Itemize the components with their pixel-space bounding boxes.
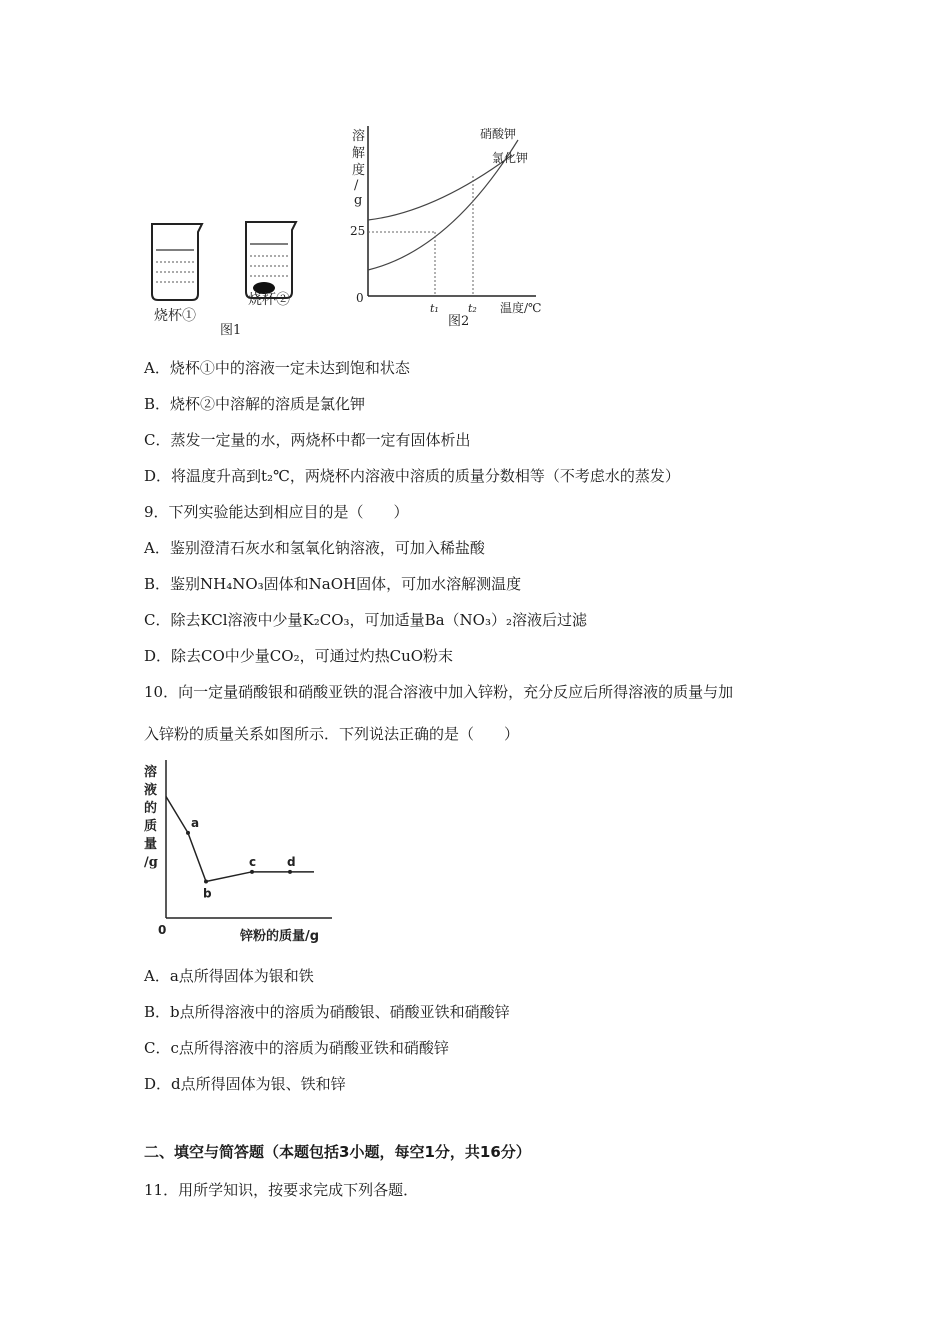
q10-stem-line-1: 10．向一定量硝酸银和硝酸亚铁的混合溶液中加入锌粉，充分反应后所得溶液的质量与加 (144, 683, 734, 701)
ylabel-char: g (354, 193, 363, 208)
chart-marks (166, 796, 314, 900)
y-tick-25: 25 (350, 224, 366, 238)
point-label-c: c (249, 854, 257, 869)
chart-ylabel (144, 764, 158, 870)
point-c (250, 870, 254, 874)
beaker-2-label: 烧杯② (248, 292, 290, 308)
figure-1-beakers (140, 210, 320, 340)
q10-stem-line-2: 入锌粉的质量关系如图所示．下列说法正确的是（ ） (144, 725, 520, 743)
point-label-b: b (203, 886, 212, 901)
beaker-1 (152, 224, 202, 300)
ylabel-char: 解 (352, 146, 366, 161)
q11-stem: 11．用所学知识，按要求完成下列各题． (144, 1181, 419, 1199)
ylabel-char: 溶 (144, 765, 158, 780)
figure-2-solubility (340, 120, 580, 335)
series-2-label: 氯化钾 (492, 151, 529, 165)
q10-option-a: A．a点所得固体为银和铁 (144, 967, 314, 985)
figure-1-caption: 图1 (220, 323, 242, 338)
solubility-ylabel (352, 128, 365, 208)
beaker-2 (246, 222, 296, 298)
q9-option-c: C．除去KCl溶液中少量K₂CO₃，可加适量Ba（NO₃）₂溶液后过滤 (144, 611, 587, 629)
q10-chart (140, 758, 350, 948)
point-label-a: a (191, 815, 200, 830)
q8-option-d: D．将温度升高到t₂℃，两烧杯内溶液中溶质的质量分数相等（不考虑水的蒸发） (144, 467, 680, 485)
ylabel-char: 量 (144, 837, 158, 852)
chart-x-axis-label: 锌粉的质量/g (240, 929, 320, 944)
q10-option-b: B．b点所得溶液中的溶质为硝酸银、硝酸亚铁和硝酸锌 (144, 1003, 510, 1021)
ylabel-char: / (354, 178, 359, 193)
ylabel-char: /g (144, 855, 158, 870)
ylabel-char: 度 (352, 163, 366, 178)
q9-stem: 9．下列实验能达到相应目的是（ ） (144, 503, 409, 521)
q9-option-a: A．鉴别澄清石灰水和氢氧化钠溶液，可加入稀盐酸 (144, 539, 485, 557)
t1-tick: t₁ (430, 302, 439, 315)
point-a (186, 831, 190, 835)
series-1-label: 硝酸钾 (480, 127, 517, 141)
beaker-1-label: 烧杯① (154, 308, 196, 324)
point-label-d: d (287, 854, 296, 869)
chart-origin: 0 (158, 923, 167, 937)
q8-option-a: A．烧杯①中的溶液一定未达到饱和状态 (144, 359, 410, 377)
series-potassium-chloride (368, 155, 512, 220)
t2-tick: t₂ (468, 302, 477, 315)
q8-option-c: C．蒸发一定量的水，两烧杯中都一定有固体析出 (144, 431, 471, 449)
point-d (288, 870, 292, 874)
x-axis-label: 温度/℃ (500, 301, 542, 315)
q9-option-d: D．除去CO中少量CO₂，可通过灼热CuO粉末 (144, 647, 454, 665)
q10-option-c: C．c点所得溶液中的溶质为硝酸亚铁和硝酸锌 (144, 1039, 449, 1057)
ylabel-char: 质 (144, 819, 158, 834)
q9-option-b: B．鉴别NH₄NO₃固体和NaOH固体，可加水溶解测温度 (144, 575, 522, 593)
ylabel-char: 液 (144, 783, 158, 798)
ylabel-char: 的 (144, 801, 158, 816)
figure-2-caption: 图2 (448, 314, 470, 329)
q8-option-b: B．烧杯②中溶解的溶质是氯化钾 (144, 395, 366, 413)
origin-label: 0 (356, 291, 364, 305)
section-2-heading: 二、填空与简答题（本题包括3小题，每空1分，共16分） (144, 1143, 531, 1161)
point-b (204, 880, 208, 884)
q10-option-d: D．d点所得固体为银、铁和锌 (144, 1075, 346, 1093)
ylabel-char: 溶 (352, 129, 366, 144)
